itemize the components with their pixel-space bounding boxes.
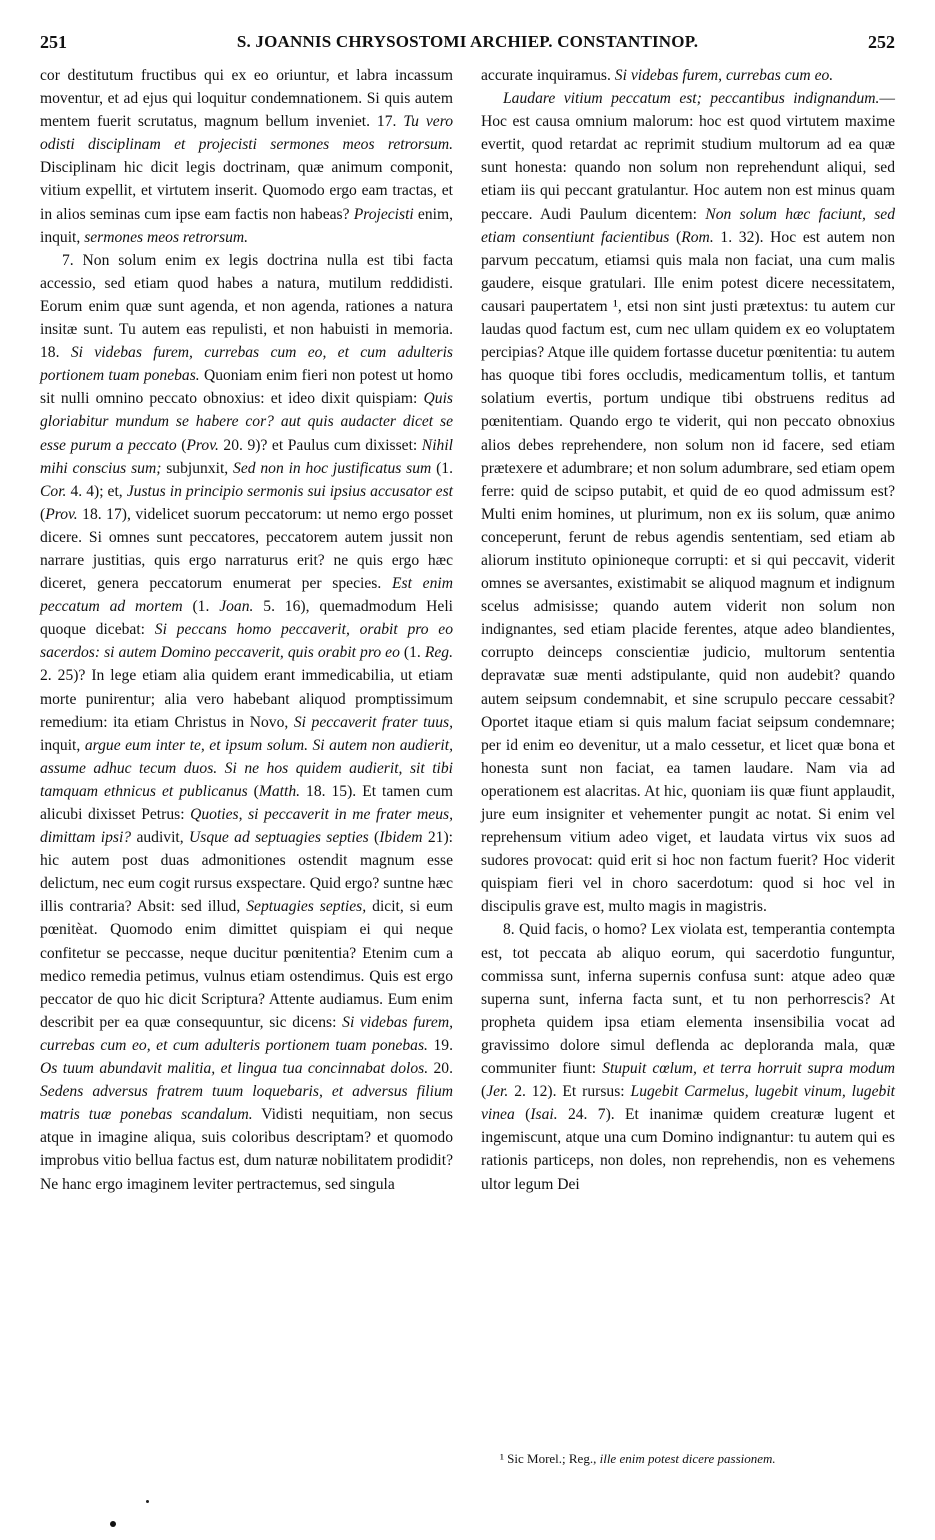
paragraph-7 (40, 249, 453, 1196)
scripture-quote: Quoties, si peccaverit in me frater meus, dimittam ipsi? (40, 806, 453, 847)
text-run: 24. 7). Et inanimæ quidem creaturæ lugent et ingemiscunt, atque una cum Domino indignantur: tu autem qui es rationis particeps, non doles, non reprehendis, non es vehemens ultor legum Dei (481, 1106, 895, 1193)
footnote-variant: ille enim potest dicere passionem. (599, 1451, 776, 1466)
text-run: 18. 15). Et tamen cum alicubi dixisset Petrus: (40, 782, 453, 823)
citation-book: Isai. (530, 1106, 558, 1124)
text-run: 20. 9)? et Paulus cum dixisset: (218, 436, 422, 454)
print-speck (110, 1521, 116, 1527)
paragraph-8 (481, 918, 895, 1195)
text-run: 4. 4); et, (66, 482, 127, 500)
citation-book: Prov. (186, 436, 219, 454)
text-run: 5. 16), quemadmodum Heli quoque dicebat: (40, 598, 454, 639)
paragraph-section-heading (481, 87, 895, 918)
left-column (40, 64, 453, 1196)
text-run: 2. 12). Et rursus: (508, 1083, 631, 1101)
text-run: ( (514, 1106, 531, 1124)
scripture-quote: Quis gloriabitur mundum se habere cor? aut quis audacter dicet se esse purum a peccato (40, 390, 453, 454)
text-run: subjunxit, (161, 459, 234, 477)
footnote-text: ¹ Sic Morel.; Reg., (500, 1451, 600, 1466)
scripture-quote: Justus in principio sermonis sui ipsius accusator est (126, 482, 454, 500)
page-number-left: 251 (40, 32, 67, 52)
scripture-quote: Si videbas furem, currebas cum eo, et cum adulteris portionem tuam ponebas. (40, 344, 454, 385)
text-run: 7. Non solum enim ex legis doctrina nulla est tibi facta accessio, sed etiam quod habes a natura, mutilum reddidisti. Eorum enim quæ sunt agenda, et non agenda, rationes a natura insitæ sunt. Tu autem eas repulisti, et non habuisti in memoria. 18. (40, 251, 453, 362)
text-run: 8. Quid facis, o homo? Lex violata est, temperantia contempta est, tot peccata ab aliquo eorum, qui sacerdotio funguntur, commissa sunt, inferna supernis confusa sunt: atque adeo quæ superna sunt, inferna facta sunt, et tu non perhorrescis? At propheta quidem ipsa etiam elementa insensibilia vocat ad gravissimo dolore simul deflenda ac deploranda mala, quæ communiter fiunt: (481, 921, 895, 1078)
text-run: enim, inquit, (40, 205, 453, 246)
text-run: ( (40, 505, 46, 523)
citation-book: Rom. (681, 228, 714, 246)
text-run: dicit, si eum pœnitèat. Quomodo enim dimittet quispiam ei qui neque confitetur se peccasse, neque ducitur pœnitentia? Etenim cum a medico remedia petimus, vulnus etiam ostendimus. Quis est ergo peccator de quo hic dicit Scriptura? Attente audiamus. Eum enim describit per ea quæ consequuntur, sic dicens: (40, 898, 454, 1031)
scripture-quote: Si videbas furem, currebas cum eo, et cum adulteris portionem tuam ponebas. (40, 1013, 454, 1054)
text-run: ( (669, 228, 682, 246)
text-run: 21): hic autem post duas admonitiones ostendit magnum esse delictum, nec eum cogit rursus exspectare. Quid ergo? suntne hæc illis contraria? Absit: sed illud, (40, 829, 453, 916)
right-column (481, 64, 895, 1196)
citation-book: Reg. (424, 644, 453, 662)
text-run: (1. (399, 644, 425, 662)
scripture-quote: Si peccaverit frater tuus, (293, 713, 453, 731)
text-run: (1. (182, 598, 220, 616)
text-run: 19. (427, 1036, 453, 1054)
text-run: accurate inquiramus. (481, 67, 615, 84)
scripture-quote: Os tuum abundavit malitia, et lingua tua concinnabat dolos. (40, 1060, 429, 1078)
scripture-quote: Nihil mihi conscius sum; (40, 436, 453, 477)
scripture-quote: Lugebit Carmelus, lugebit vinum, lugebit vinea (481, 1083, 895, 1124)
scripture-quote: Sed non in hoc justificatus sum (233, 459, 432, 477)
section-heading: Laudare vitium peccatum est; peccantibus indignandum. (503, 90, 880, 108)
scripture-quote: Stupuit cœlum, et terra horruit supra modum (602, 1060, 895, 1078)
text-run: 20. (428, 1060, 453, 1078)
text-run: —Hoc est causa omnium malorum: hoc est quod virtutem maxime evertit, quod retardat ac reprimit studium multorum ad ea quæ sunt honesta: quando non solum non reprehendunt aliqui, sed etiam iis qui peccant gratulantur. Hoc autem non est minus quam peccare. Audi Paulum dicentem: (481, 90, 895, 223)
citation-book: Joan. (219, 598, 254, 616)
scripture-quote: Si videbas furem, currebas cum eo. (614, 67, 834, 84)
scripture-quote: Projecisti (353, 205, 414, 223)
text-run: inquit, (40, 736, 85, 754)
text-run: ( (247, 782, 259, 800)
citation-book: Jer. (486, 1083, 509, 1101)
text-run: (1. (431, 459, 453, 477)
text-run: cor destitutum fructibus qui ex eo oriuntur, et labra incassum moventur, et ad ejus qui loquitur condemnationem. Si quis autem mentem fuerit scrutatus, magnum bellum inveniet. 17. (40, 67, 453, 131)
text-run: ( (481, 1083, 487, 1101)
text-run: Disciplinam hic dicit legis doctrinam, quæ animum componit, vitium expellit, et virtutem inserit. Quomodo ergo eam tractas, et in alios seminas cum ipse eam factis non habeas? (40, 159, 453, 223)
scripture-quote: argue eum inter te, et ipsum solum. Si autem non audierit, assume adhuc tecum duos. Si ne hos quidem audierit, sit tibi tamquam ethnicus et publicanus (40, 736, 453, 800)
text-run: 2. 25)? In lege etiam alia quidem erant immedicabilia, ut etiam morte punirentur; alia vero habebant aliquod promptissimum remedium: ita etiam Christus in Novo, (40, 667, 453, 731)
citation-book: Matth. (258, 782, 301, 800)
scripture-quote: Sedens adversus fratrem tuum loquebaris, et adversus filium matris tuæ ponebas scandalum. (40, 1083, 453, 1124)
scripture-quote: Non solum hæc faciunt, sed etiam consentiunt facientibus (481, 205, 895, 246)
scripture-quote: Si peccans homo peccaverit, orabit pro eo sacerdos: si autem Domino peccaverit, quis orabit pro eo (40, 621, 454, 662)
citation-book: Ibidem (379, 829, 423, 847)
scripture-quote: Est enim peccatum ad mortem (40, 575, 453, 616)
text-run: 18. 17), videlicet suorum peccatorum: ut nemo ergo posset dicere. Si omnes sunt peccatores, peccatorem autem jussit non narrare justitias, quis ergo narraturus erit? ne quis ergo hæc diceret, genera peccatorum enumerat per species. (40, 505, 453, 593)
scripture-quote: sermones meos retrorsum. (84, 228, 249, 246)
text-run: Vidisti nequitiam, non secus atque in imagine aliqua, suis coloribus descriptam? et quomodo improbus vitio bellua factus est, dum naturæ nobilitatem prodidit? Ne hanc ergo imaginem leviter pertractemus, sed singula (40, 1106, 453, 1193)
text-run: audivit, (131, 829, 189, 847)
running-header (40, 32, 895, 58)
running-title: S. JOANNIS CHRYSOSTOMI ARCHIEP. CONSTANTINOP. (236, 32, 699, 51)
text-run: 1. 32). Hoc est autem non parvum peccatum, etiamsi quis mala non faciat, una cum malis gaudere, eisque gratulari. Ille enim potest dicere necessitatem, causari paupertatem ¹, etsi non sint justi prætextus: tu autem cur laudas quod factum est, cum nec ullam quidem ex eo voluptatem percipias? Atque ille quidem fortasse ducetur pœnitentia: tu autem has quoque tibi fores occludis, medicamentum tollis, et tantum solatium evertis, portum undique tibi obstruens reditus ad pœnitentiam. Quando ergo te viderit, qui non peccato obnoxius alios debes reprehendere, non solum non id facere, sed etiam prætexere et adumbrare; et non solum adumbrare, sed etiam opem ferre: quid de scipso putabit, et quid de eo quod admissum est? Multi enim homines, ut plurimum, non ex iis solum, quæ animo conceperunt, ferunt de rebus agendis sententiam, sed etiam ab aliorum instituto opinioneque corrupti: et si qui peccavit, viderit omnes se aversantes, existimabit se aliquod magnum et indignum scelus admisisse; quando autem viderit non solum non indignantes, sed etiam placide ferentes, atque adeo blandientes, corrupto deinceps conscientiæ judicio, multorum sententia depravatæ suæ menti adstipulante, quid non audebit? quando autem seipsum condemnabit, et sine scrupulo peccare cessabit? Oportet itaque etiam si quis malum faciat seipsum condemnare; per id enim eo devenitur, ut a malo cessetur, et licet quæ bona et honesta sunt non faciat, ea tamen laudare. Nam via ad operationem est alacritas. At hic, quoniam iis quæ fiunt applaudit, jure eum insigniter et vehementer pungit ac notat. Si enim vel reprehensum vitium adeo viget, et laudata virtus vix suos ad sudores provocat: quid erit si hoc non factum fuerit? Hoc viderit quispiam fieri vel in choro sacerdotum: quod si hoc vel in discipulis grave est, multo magis in magistris. (481, 228, 896, 916)
scripture-quote: Septuagies septies, (246, 898, 367, 916)
scripture-quote: Usque ad septuagies septies (188, 829, 369, 847)
page-number-right: 252 (868, 32, 895, 52)
scripture-quote: Tu vero odisti disciplinam et projecisti sermones meos retrorsum. (40, 113, 453, 154)
footnote (500, 1450, 895, 1468)
paragraph-continued (40, 64, 453, 249)
text-run: ( (368, 829, 380, 847)
paragraph-continued (481, 64, 895, 87)
print-speck (146, 1500, 149, 1503)
text-run: Quoniam enim fieri non potest ut homo sit nulli omnino peccato obnoxius: et ideo dixit quispiam: (40, 367, 453, 408)
citation-book: Prov. (45, 505, 78, 523)
text-run: ( (176, 436, 187, 454)
citation-book: Cor. (40, 482, 67, 500)
